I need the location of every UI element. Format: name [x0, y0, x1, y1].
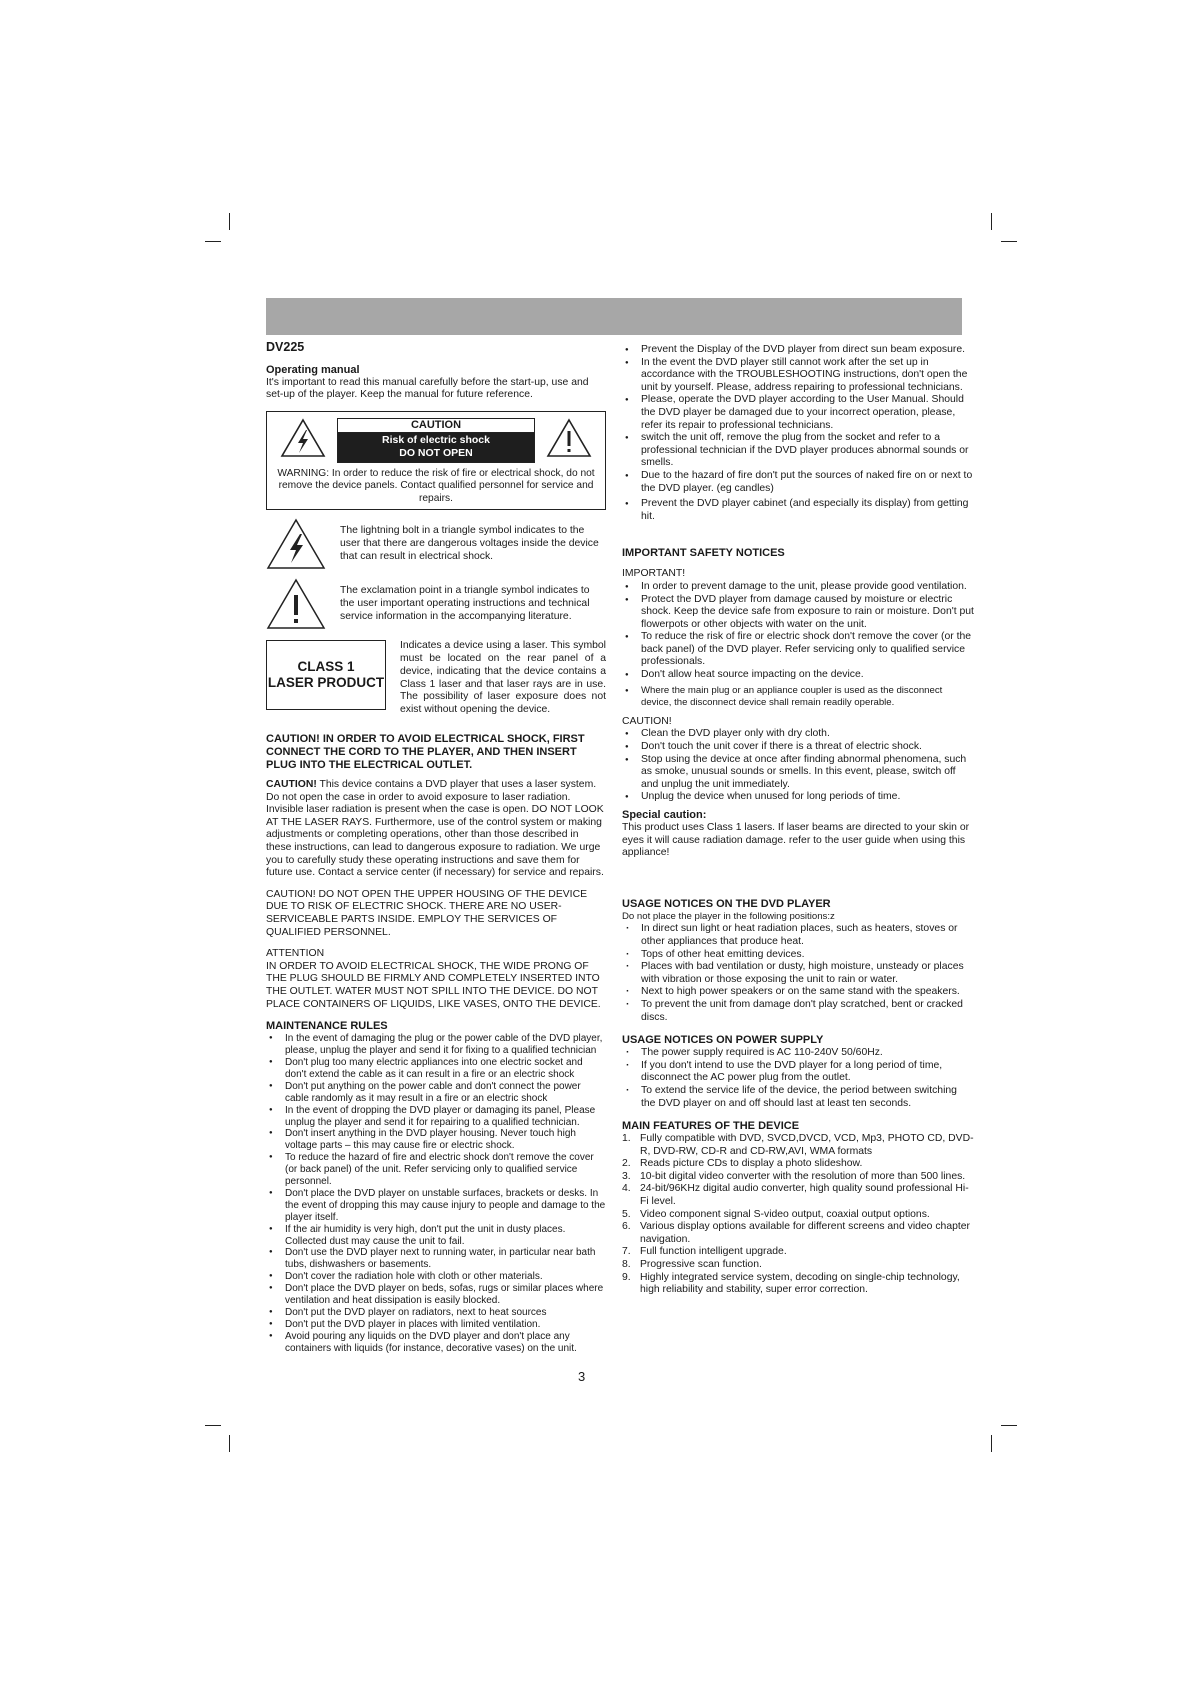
caution-plug-heading: CAUTION! IN ORDER TO AVOID ELECTRICAL SHOCK, FIRST CONNECT THE CORD TO THE PLAYER, AND THEN INSERT PLUG INTO THE ELECTRICAL OUTLET.	[266, 733, 585, 772]
crop-mark	[991, 1435, 992, 1452]
exclamation-warning-icon	[546, 418, 592, 458]
list-item: ● To reduce the hazard of fire and electric shock don't remove the cover (or back panel) of the unit. Refer servicing only to qualified service personnel.	[266, 1152, 606, 1188]
safety-caution-list	[622, 728, 974, 804]
exclamation-triangle-icon	[266, 578, 326, 630]
list-item: ● Don't place the DVD player on beds, sofas, rugs or similar places where ventilation and heat dissipation is easily blocked.	[266, 1283, 606, 1307]
caution-box	[266, 411, 606, 511]
caution-title: CAUTION	[338, 419, 534, 433]
list-item: 2. Reads picture CDs to display a photo slideshow.	[622, 1158, 863, 1170]
lightning-triangle-icon	[266, 518, 326, 570]
list-item: · To extend the service life of the device, the period between switching the DVD player on and off should last at least ten seconds.	[622, 1085, 974, 1110]
list-item: ● Protect the DVD player from damage caused by moisture or electric shock. Keep the device safe from exposure to rain or moisture. Don't put flowerpots or other objects with water on the unit.	[622, 594, 974, 632]
caution-dark-band	[338, 433, 534, 462]
crop-mark	[205, 1425, 221, 1426]
crop-mark	[229, 213, 230, 230]
power-heading: USAGE NOTICES ON POWER SUPPLY	[622, 1034, 824, 1047]
list-item: ● switch the unit off, remove the plug from the socket and refer to a professional technician if the DVD player produces abnormal sounds or smells.	[622, 432, 974, 470]
caution-line2: DO NOT OPEN	[399, 446, 473, 459]
list-item: 7. Full function intelligent upgrade.	[622, 1246, 787, 1258]
lightning-warning-icon	[280, 418, 326, 458]
list-item: ● If the air humidity is very high, don't put the unit in dusty places. Collected dust may cause the unit to fail.	[266, 1224, 606, 1248]
caution-line1: Risk of electric shock	[382, 433, 490, 446]
features-heading: MAIN FEATURES OF THE DEVICE	[622, 1120, 800, 1133]
list-item: ● Where the main plug or an appliance coupler is used as the disconnect device, the disconnect device shall remain readily operable.	[622, 685, 974, 710]
caution-plug-text: This device contains a DVD player that uses a laser system. Do not open the case in order to avoid exposure to laser radiation. Invisible laser radiation is present when the case is open. DO NOT LOOK AT THE LASER RAYS. Furthermore, use of the control system or making adjustments or completing operations, other than those described in these instructions, can lead to dangerous exposure to radiation. We urge you to carefully study these operating instructions and save them for future use. Contact a service center (if necessary) for service and repairs.	[266, 779, 604, 879]
usage-subheading: Do not place the player in the following positions:z	[622, 910, 835, 922]
list-item: · In direct sun light or heat radiation places, such as heaters, stoves or other appliances that produce heat.	[622, 923, 974, 948]
list-item: · If you don't intend to use the DVD player for a long period of time, disconnect the AC power plug from the outlet.	[622, 1060, 974, 1085]
safety-list	[622, 581, 974, 710]
list-item: · Next to high power speakers or on the same stand with the speakers.	[622, 986, 974, 999]
list-item: ● To reduce the risk of fire or electric shock don't remove the cover (or the back panel) of the DVD player. Refer servicing only to qualified service professionals.	[622, 631, 974, 669]
crop-mark	[229, 1435, 230, 1452]
safety-caution-label: CAUTION!	[622, 715, 672, 727]
list-item: ● Don't touch the unit cover if there is a threat of electric shock.	[622, 741, 974, 754]
special-caution-text: This product uses Class 1 lasers. If laser beams are directed to your skin or eyes it will cause radiation damage. refer to the user guide when using this appliance!	[622, 822, 970, 859]
usage-heading: USAGE NOTICES ON THE DVD PLAYER	[622, 897, 831, 910]
safety-heading: IMPORTANT SAFETY NOTICES	[622, 547, 785, 560]
usage-list	[622, 923, 974, 1024]
maintenance-list	[266, 1033, 606, 1354]
laser-row	[266, 640, 606, 717]
list-item: ● Prevent the DVD player cabinet (and especially its display) from getting hit.	[622, 498, 974, 523]
list-item: ● Don't place the DVD player on unstable surfaces, brackets or desks. In the event of dropping this may cause injury to people and damage to the player itself.	[266, 1188, 606, 1224]
list-item: ● Avoid pouring any liquids on the DVD player and don't place any containers with liquids (for instance, decorative vases) on the unit.	[266, 1331, 606, 1355]
laser-text: Indicates a device using a laser. This symbol must be located on the rear panel of a device, indicating that the device contains a Class 1 laser and that laser rays are in use. The possibility of laser exposure does not exist without opening the device.	[400, 640, 606, 716]
laser-product-label	[266, 640, 386, 710]
caution-label	[337, 418, 535, 463]
list-item: ● Please, operate the DVD player according to the User Manual. Should the DVD player be damaged due to your incorrect operation, please, refer its repair to professional technicians.	[622, 394, 974, 432]
header-bar	[266, 298, 962, 335]
list-item: ● In the event of dropping the DVD player or damaging its panel, Please unplug the player and send it for repairing to a qualified technician.	[266, 1105, 606, 1129]
page-number: 3	[578, 1369, 586, 1384]
list-item: ● In the event the DVD player still cannot work after the set up in accordance with the TROUBLESHOOTING instructions, don't open the unit by yourself. Please, address repairing to professional technicians.	[622, 357, 974, 395]
power-list	[622, 1047, 974, 1110]
right-column	[622, 344, 974, 1297]
list-item: ● Unplug the device when unused for long periods of time.	[622, 791, 974, 804]
list-item: ● Don't plug too many electric appliances into one electric socket and don't extend the cable as it can result in a fire or an electric shock	[266, 1057, 606, 1081]
list-item: 9. Highly integrated service system, decoding on single-chip technology, high reliability and stability, super error correction.	[622, 1271, 960, 1296]
list-item: ● Prevent the Display of the DVD player from direct sun beam exposure.	[622, 344, 974, 357]
attention-text: IN ORDER TO AVOID ELECTRICAL SHOCK, THE WIDE PRONG OF THE PLUG SHOULD BE FIRMLY AND COMPLETELY INSERTED INTO THE OUTLET. WATER MUST NOT SPILL INTO THE DEVICE. DO NOT PLACE CONTAINERS OF LIQUIDS, LIKE VASES, ONTO THE DEVICE.	[266, 960, 601, 1010]
caution-plug-lead: CAUTION!	[266, 779, 317, 791]
intro-text: It's important to read this manual carefully before the start-up, use and set-up of the player. Keep the manual for future reference.	[266, 376, 589, 401]
list-item: ● Don't cover the radiation hole with cloth or other materials.	[266, 1271, 606, 1283]
list-item: 5. Video component signal S-video output, coaxial output options.	[622, 1208, 930, 1220]
list-item: ● Don't insert anything in the DVD player housing. Never touch high voltage parts – this may cause fire or electric shock.	[266, 1128, 606, 1152]
caution-plug-paragraph	[266, 779, 606, 880]
exclamation-symbol-text: The exclamation point in a triangle symbol indicates to the user important operating instructions and technical service information in the accompanying literature.	[340, 585, 590, 623]
features-list	[622, 1133, 974, 1297]
special-caution-heading: Special caution:	[622, 809, 707, 821]
lightning-symbol-text: The lightning bolt in a triangle symbol indicates to the user that there are dangerous voltages inside the device that can result in electrical shock.	[340, 525, 599, 563]
list-item: ● In the event of damaging the plug or the power cable of the DVD player, please, unplug the player and send it for fixing to a qualified technician	[266, 1033, 606, 1057]
list-item: · Tops of other heat emitting devices.	[622, 949, 974, 962]
list-item: 4. 24-bit/96KHz digital audio converter, high quality sound professional Hi-Fi level.	[622, 1183, 969, 1208]
crop-mark	[1001, 241, 1017, 242]
crop-mark	[1001, 1425, 1017, 1426]
laser-label-line1: CLASS 1	[297, 659, 355, 675]
model-name: DV225	[266, 340, 305, 354]
safety-important-label: IMPORTANT!	[622, 568, 686, 580]
list-item: ● Don't allow heat source impacting on the device.	[622, 669, 974, 682]
list-item: ● Don't put anything on the power cable and don't connect the power cable randomly as it may result in a fire or an electric shock	[266, 1081, 606, 1105]
attention-label: ATTENTION	[266, 948, 325, 960]
list-item: ● Don't put the DVD player on radiators, next to heat sources	[266, 1307, 606, 1319]
caution-warning-text: WARNING: In order to reduce the risk of fire or electrical shock, do not remove the device panels. Contact qualified personnel for service and repairs.	[277, 467, 595, 504]
exclamation-symbol-row	[266, 578, 606, 630]
right-top-list	[622, 344, 974, 523]
list-item: · Places with bad ventilation or dusty, high moisture, unsteady or places with vibration or those exposing the unit to rain or water.	[622, 961, 974, 986]
list-item: ● Don't use the DVD player next to running water, in particular near bath tubs, dishwashers or basements.	[266, 1247, 606, 1271]
list-item: 3. 10-bit digital video converter with the resolution of more than 500 lines.	[622, 1170, 966, 1182]
left-column	[266, 341, 606, 1355]
list-item: ● Clean the DVD player only with dry cloth.	[622, 728, 974, 741]
list-item: · The power supply required is AC 110-240V 50/60Hz.	[622, 1047, 974, 1060]
caution-housing-text: CAUTION! DO NOT OPEN THE UPPER HOUSING OF THE DEVICE DUE TO RISK OF ELECTRIC SHOCK. THERE ARE NO USER-SERVICEABLE PARTS INSIDE. EMPLOY THE SERVICES OF QUALIFIED PERSONNEL.	[266, 888, 587, 938]
list-item: ● In order to prevent damage to the unit, please provide good ventilation.	[622, 581, 974, 594]
maintenance-heading: MAINTENANCE RULES	[266, 1020, 388, 1033]
crop-mark	[205, 241, 221, 242]
list-item: ● Don't put the DVD player in places with limited ventilation.	[266, 1319, 606, 1331]
list-item: 6. Various display options available for different screens and video chapter navigation.	[622, 1221, 971, 1245]
crop-mark	[991, 213, 992, 230]
list-item: ● Stop using the device at once after finding abnormal phenomena, such as smoke, unusual sounds or smells. In this event, please, switch off and unplug the unit immediately.	[622, 754, 974, 792]
list-item: · To prevent the unit from damage don't play scratched, bent or cracked discs.	[622, 999, 974, 1024]
intro-heading: Operating manual	[266, 363, 360, 376]
lightning-symbol-row	[266, 518, 606, 570]
list-item: 1. Fully compatible with DVD, SVCD,DVCD, VCD, Mp3, PHOTO CD, DVD-R, DVD-RW, CD-R and CD-RW,AVI, WMA formats	[622, 1133, 974, 1157]
laser-label-line2: LASER PRODUCT	[267, 675, 385, 691]
list-item: 8. Progressive scan function.	[622, 1259, 762, 1271]
list-item: ● Due to the hazard of fire don't put the sources of naked fire on or next to the DVD player. (eg candles)	[622, 470, 974, 495]
